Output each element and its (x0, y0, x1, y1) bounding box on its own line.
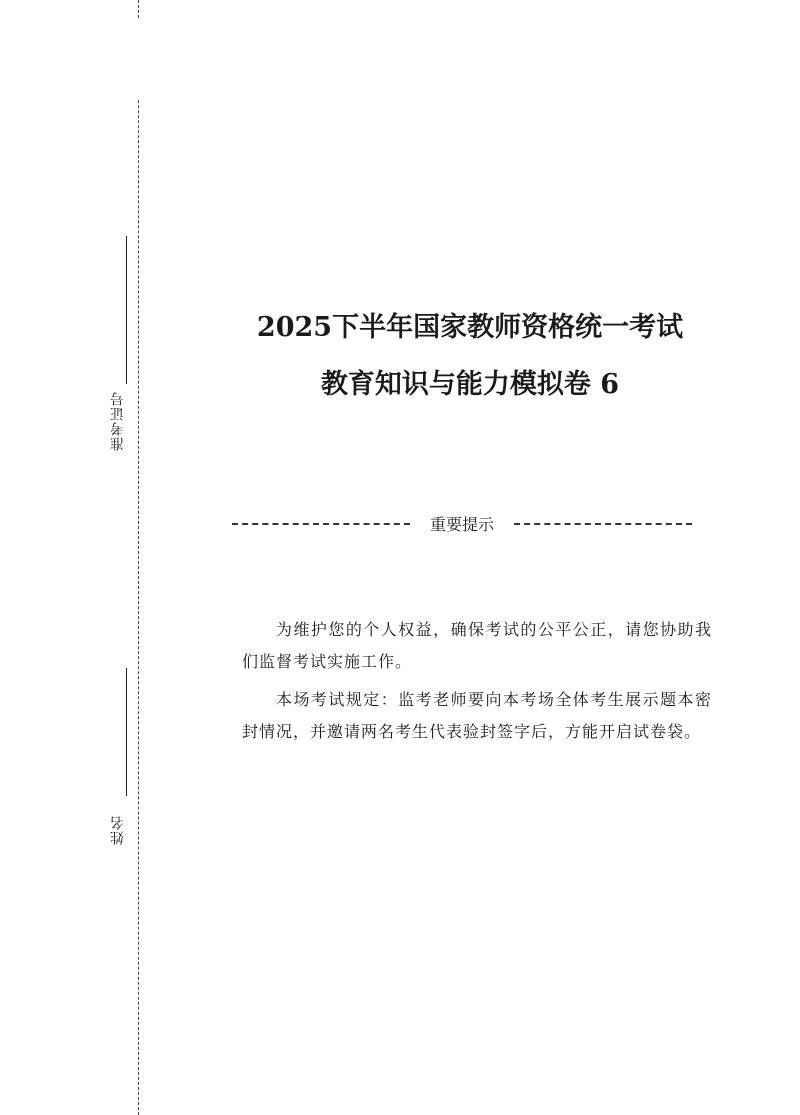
cut-line-gap (130, 20, 146, 98)
name-label: 姓名 (110, 815, 126, 845)
dashed-rule-left (232, 523, 410, 525)
name-write-line (126, 668, 127, 796)
exam-number-label: 准考证号 (110, 391, 126, 451)
exam-title: 2025下半年国家教师资格统一考试 (256, 312, 684, 343)
notice-divider (232, 508, 692, 538)
exam-number-write-line (126, 236, 127, 384)
dashed-rule-right (514, 523, 692, 525)
notice-paragraph: 为维护您的个人权益，确保考试的公平公正，请您协助我们监督考试实施工作。 (242, 620, 712, 671)
notice-paragraph: 本场考试规定：监考老师要向本考场全体考生展示题本密封情况，并邀请两名考生代表验封签字后，方能开启试卷袋。 (242, 690, 712, 741)
exam-number-field (100, 236, 136, 466)
name-field (100, 668, 136, 868)
binding-cut-line (138, 0, 139, 1115)
exam-subtitle: 教育知识与能力模拟卷 6 (320, 369, 620, 400)
notice-heading: 重要提示 (430, 514, 495, 534)
